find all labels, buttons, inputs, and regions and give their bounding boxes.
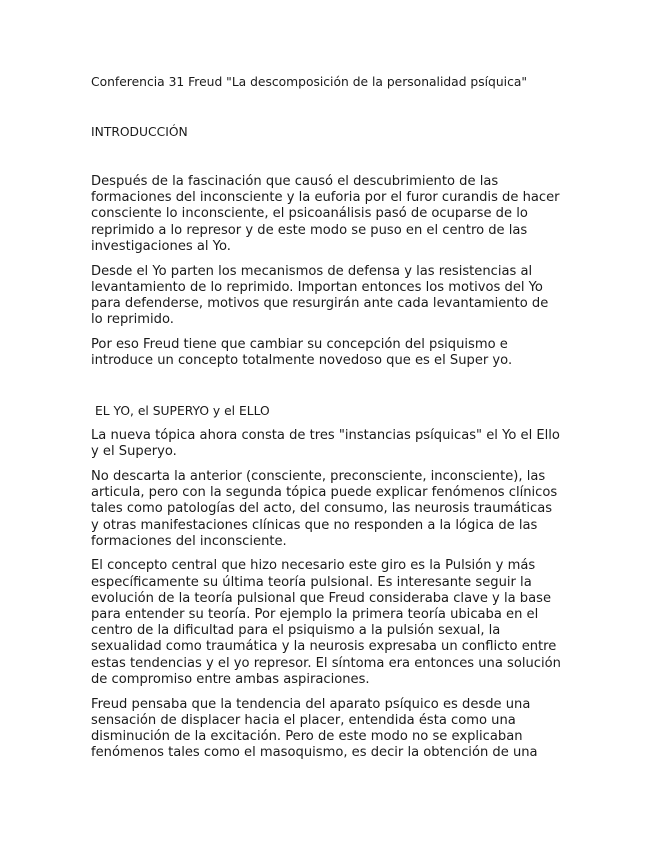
paragraph: No descarta la anterior (consciente, preconsciente, inconsciente), las articula, pero con la segunda tópica puede explicar fenómenos clínicos tales como patologías del acto, del consumo, las neurosis traumáticas y otras manifestaciones clínicas que no responden a la lógica de las formaciones del inconsciente. — [91, 468, 558, 549]
paragraph: Desde el Yo parten los mecanismos de defensa y las resistencias al levantamiento de lo reprimido. Importan entonces los motivos del Yo para defenderse, motivos que resurgirán ante cada levantamiento de lo reprimido. — [91, 263, 549, 328]
section-introduccion-body — [91, 174, 563, 378]
section-yo-superyo-ello-body — [91, 428, 563, 770]
paragraph: El concepto central que hizo necesario este giro es la Pulsión y más específicamente su última teoría pulsional. Es interesante seguir la evolución de la teoría pulsional que Freud consideraba clave y la base para entender su teoría. Por ejemplo la primera teoría ubicaba en el centro de la dificultad para el psiquismo a la pulsión sexual, la sexualidad como traumática y la neurosis expresaba un conflicto entre estas tendencias y el yo represor. El síntoma era entonces una solución de compromiso entre ambas aspiraciones. — [91, 558, 561, 687]
paragraph: La nueva tópica ahora consta de tres "instancias psíquicas" el Yo el Ello y el Superyo. — [91, 428, 560, 460]
section-heading-introduccion: INTRODUCCIÓN — [91, 125, 188, 139]
section-heading-yo-superyo-ello: EL YO, el SUPERYO y el ELLO — [95, 404, 270, 418]
paragraph: Freud pensaba que la tendencia del aparato psíquico es desde una sensación de displacer hacia el placer, entendida ésta como una disminución de la excitación. Pero de este modo no se explicaban fenómenos tales como el masoquismo, es decir la obtención de una — [91, 696, 538, 761]
document-title: Conferencia 31 Freud "La descomposición de la personalidad psíquica" — [91, 75, 528, 89]
paragraph: Por eso Freud tiene que cambiar su concepción del psiquismo e introduce un concepto totalmente novedoso que es el Super yo. — [91, 336, 513, 369]
paragraph: Después de la fascinación que causó el descubrimiento de las formaciones del inconsciente y la euforia por el furor curandis de hacer consciente lo inconsciente, el psicoanálisis pasó de ocuparse de lo reprimido a lo represor y de este modo se puso en el centro de las investigaciones al Yo. — [91, 174, 560, 254]
